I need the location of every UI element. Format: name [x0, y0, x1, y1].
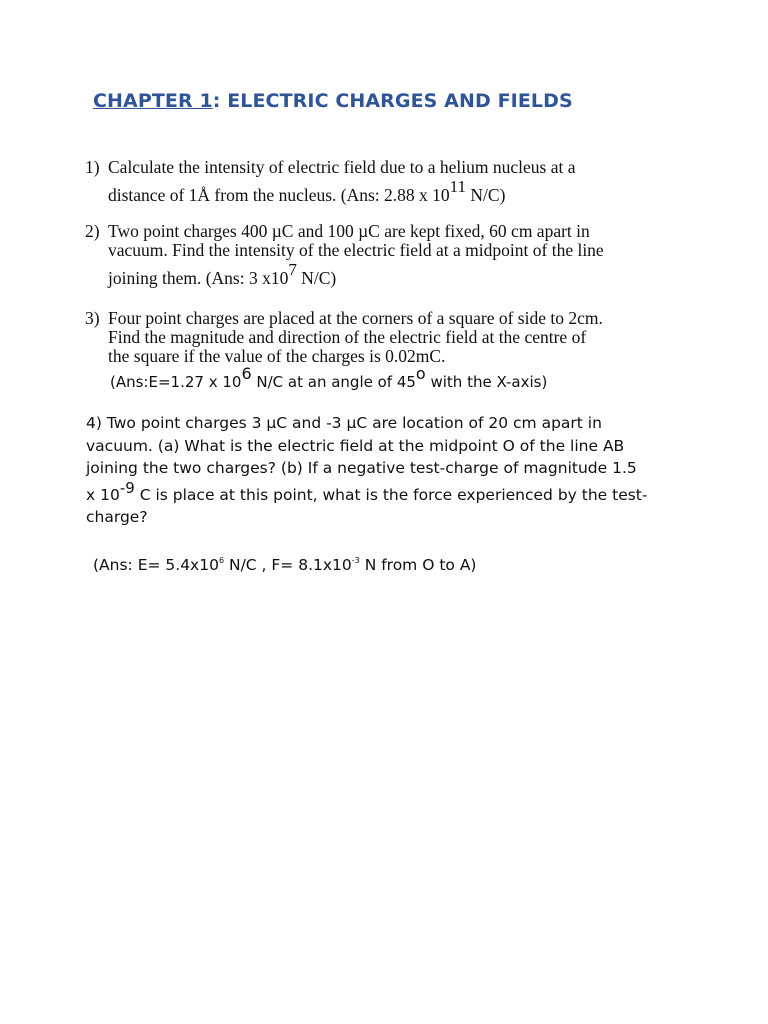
superscript: 7: [288, 260, 297, 279]
answer-text: N/C , F= 8.1x10: [224, 556, 352, 574]
question-1: [85, 158, 705, 205]
question-line: Four point charges are placed at the corners of a square of side to 2cm.: [108, 308, 603, 328]
chapter-name: : ELECTRIC CHARGES AND FIELDS: [212, 90, 573, 112]
question-3: [85, 309, 705, 366]
superscript: -9: [119, 478, 135, 497]
answer-4: [93, 556, 476, 574]
question-line: Two point charges 400 µC and 100 µC are kept fixed, 60 cm apart in: [108, 221, 590, 241]
answer-text: N/C at an angle of 45: [251, 373, 416, 391]
question-line: [86, 478, 666, 507]
answer-text: N from O to A): [359, 556, 477, 574]
question-line: [108, 260, 705, 288]
question-line: Calculate the intensity of electric field due to a helium nucleus at a: [108, 157, 576, 177]
question-body: [108, 158, 705, 205]
superscript: 6: [218, 556, 225, 565]
answer-3: [110, 364, 548, 391]
question-line: Find the magnitude and direction of the electric field at the centre of: [108, 327, 587, 347]
question-text: joining them. (Ans: 3 x10: [108, 268, 289, 288]
answer-text: with the X-axis): [425, 373, 548, 391]
answer-text: (Ans:E=1.27 x 10: [110, 373, 242, 391]
question-text: C is place at this point, what is the force experienced by the test-: [134, 485, 648, 504]
superscript: 11: [449, 177, 467, 196]
question-body: [108, 222, 705, 288]
question-line: the square if the value of the charges is 0.02mC.: [108, 346, 446, 366]
question-body: [108, 309, 705, 366]
question-text: N/C): [296, 268, 337, 288]
answer-text: (Ans: E= 5.4x10: [93, 556, 219, 574]
question-number: 1): [85, 157, 100, 177]
chapter-title: [93, 90, 573, 112]
question-number: 2): [85, 221, 100, 241]
question-line: vacuum. Find the intensity of the electric field at a midpoint of the line: [108, 240, 604, 260]
superscript: -3: [351, 556, 360, 565]
question-line: joining the two charges? (b) If a negative test-charge of magnitude 1.5: [86, 459, 637, 477]
question-line: 4) Two point charges 3 µC and -3 µC are location of 20 cm apart in: [86, 414, 602, 432]
question-text: distance of 1Å from the nucleus. (Ans: 2.88 x 10: [108, 185, 450, 205]
question-line: [108, 177, 705, 205]
question-text: N/C): [466, 185, 506, 205]
chapter-number: CHAPTER 1: [93, 90, 213, 112]
question-line: vacuum. (a) What is the electric field at the midpoint O of the line AB: [86, 436, 625, 455]
question-4: [86, 412, 666, 529]
question-2: [85, 222, 705, 288]
superscript: o: [415, 364, 426, 383]
superscript: 6: [241, 364, 252, 383]
question-text: x 10: [86, 485, 120, 504]
question-line: charge?: [86, 508, 148, 526]
question-number: 3): [85, 308, 100, 328]
